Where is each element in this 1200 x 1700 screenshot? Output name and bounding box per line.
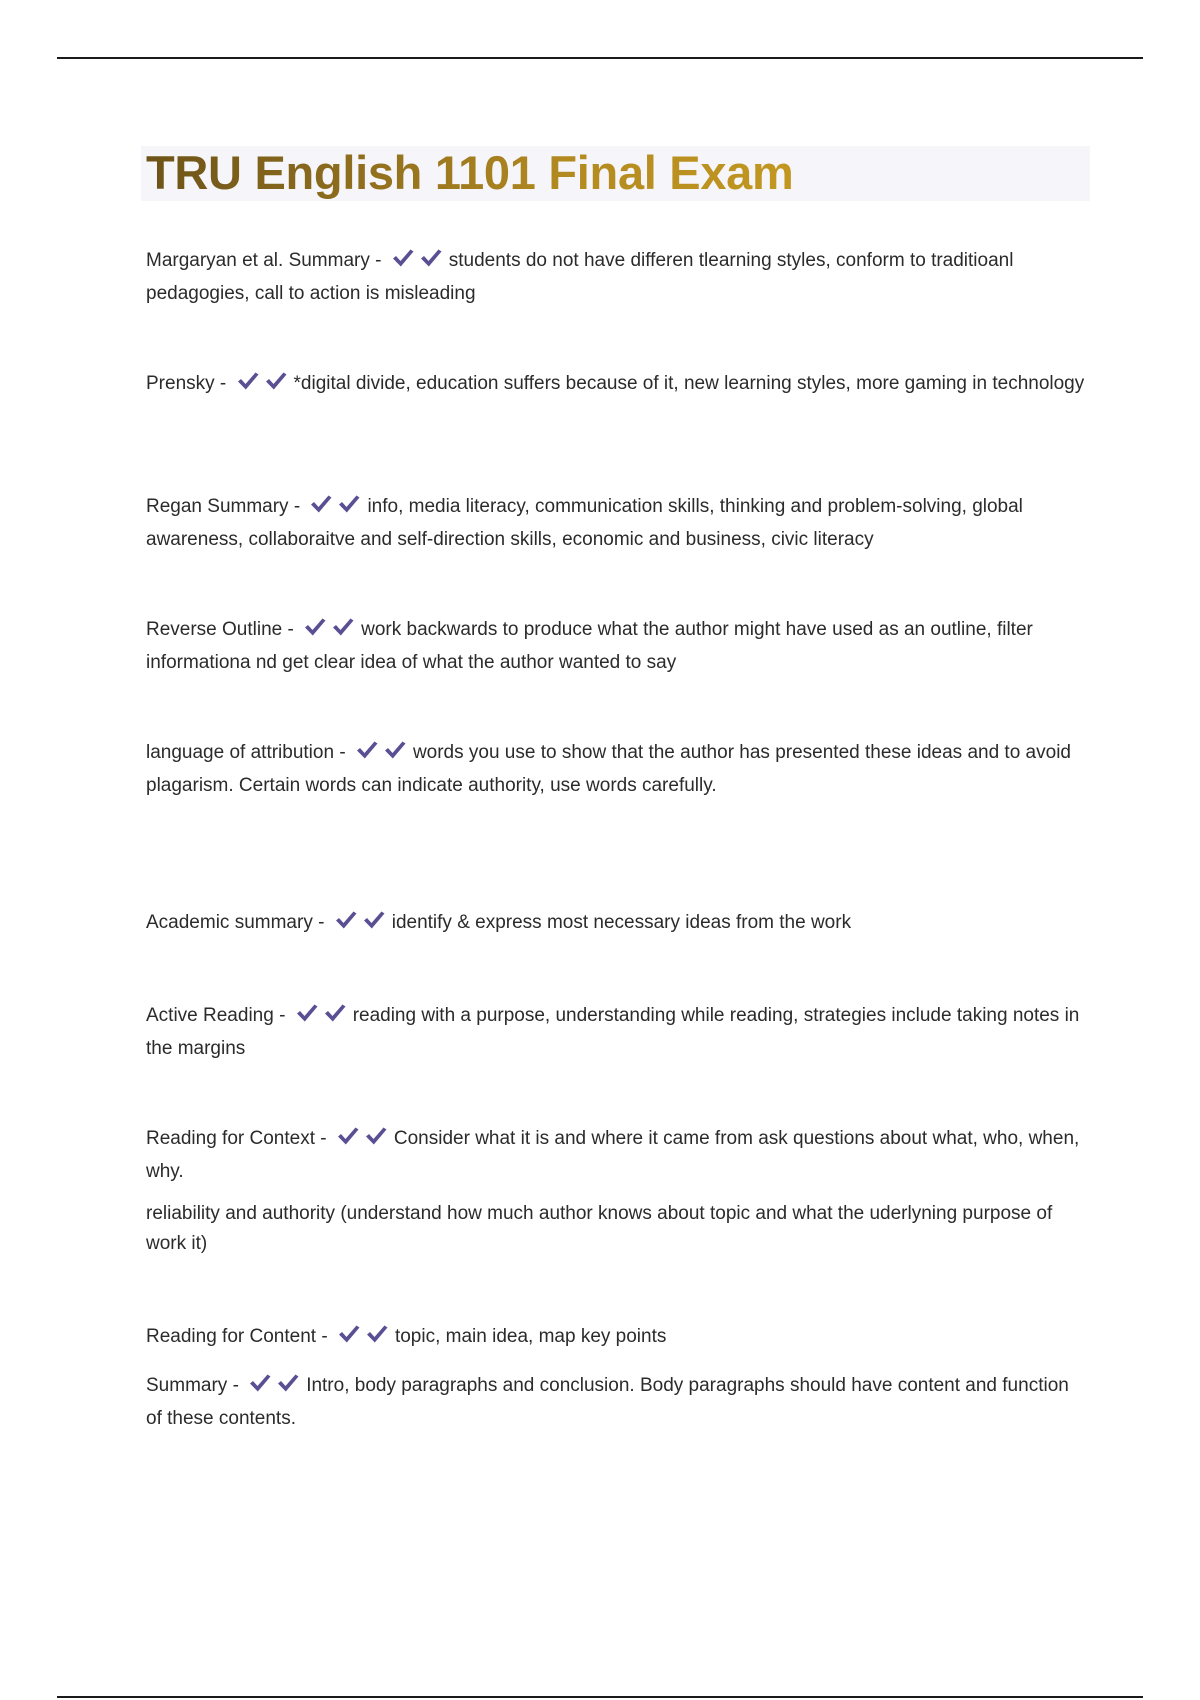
check-icon — [391, 247, 415, 269]
check-icon — [364, 1125, 388, 1147]
entry-reverse-outline — [146, 615, 1086, 678]
entry-reading-for-content — [146, 1322, 1086, 1355]
entry-separator: - — [321, 1326, 328, 1347]
entry-separator: - — [219, 373, 227, 394]
entry-separator: - — [320, 1128, 327, 1149]
entry-separator: - — [375, 250, 382, 271]
check-icon — [331, 616, 355, 638]
check-marks — [391, 247, 447, 279]
entry-term: Active Reading — [146, 1005, 274, 1026]
entry-term: language of attribution — [146, 742, 335, 763]
entry-term: Reading for Context — [146, 1128, 315, 1149]
check-icon — [236, 370, 260, 392]
entry-reading-for-context — [146, 1124, 1086, 1187]
entry-definition: identify & express most necessary ideas from the work — [391, 912, 852, 933]
check-icon — [336, 1125, 360, 1147]
check-marks — [236, 370, 292, 402]
check-icon — [303, 616, 327, 638]
entry-definition: students do not have differen tlearning styles, conform to traditioanl pedagogies, call to action is misleading — [146, 250, 1014, 304]
entry-language-of-attribution — [146, 738, 1086, 801]
check-icon — [323, 1002, 347, 1024]
check-marks — [334, 909, 390, 941]
entry-separator: - — [339, 742, 346, 763]
entry-academic-summary — [146, 908, 1086, 941]
entry-term: Prensky — [146, 373, 215, 394]
check-icon — [295, 1002, 319, 1024]
entry-active-reading — [146, 1001, 1086, 1064]
check-marks — [336, 1125, 392, 1157]
entry-separator: - — [287, 619, 294, 640]
entry-definition: Consider what it is and where it came from ask questions about what, who, when, why. — [146, 1128, 1080, 1182]
check-icon — [264, 370, 288, 392]
entry-regan-summary — [146, 492, 1086, 555]
entry-term: Reading for Content — [146, 1326, 317, 1347]
entry-definition: reading with a purpose, understanding while reading, strategies include taking notes in the margins — [146, 1005, 1080, 1059]
footer-rule — [57, 1696, 1143, 1698]
check-icon — [337, 1323, 361, 1345]
check-icon — [419, 247, 443, 269]
entry-definition: Intro, body paragraphs and conclusion. Body paragraphs should have content and function of these contents. — [146, 1375, 1069, 1429]
entry-prensky — [146, 369, 1086, 402]
check-icon — [248, 1372, 272, 1394]
check-marks — [248, 1372, 304, 1404]
check-icon — [334, 909, 358, 931]
header-rule — [57, 57, 1143, 59]
check-marks — [303, 616, 359, 648]
entry-definition: info, media literacy, communication skills, thinking and problem-solving, global awareness, collaboraitve and self-direction skills, economic and business, civic literacy — [146, 496, 1023, 550]
entry-separator: - — [318, 912, 325, 933]
entry-definition: work backwards to produce what the author might have used as an outline, filter informationa nd get clear idea of what the author wanted to say — [146, 619, 1033, 673]
check-marks — [295, 1002, 351, 1034]
entry-margaryan — [146, 246, 1086, 309]
entry-reading-for-context-continuation: reliability and authority (understand how much author knows about topic and what the uderlyning purpose of work it) — [146, 1203, 1053, 1254]
entry-summary — [146, 1371, 1086, 1434]
entry-term: Academic summary — [146, 912, 313, 933]
entry-term: Reverse Outline — [146, 619, 283, 640]
check-icon — [383, 739, 407, 761]
entry-definition: words you use to show that the author has presented these ideas and to avoid plagarism. Certain words can indicate authority, use words carefully. — [146, 742, 1071, 796]
check-icon — [355, 739, 379, 761]
entry-term: Margaryan et al. Summary — [146, 250, 370, 271]
check-icon — [365, 1323, 389, 1345]
entry-term: Summary — [146, 1375, 228, 1396]
entry-definition: *digital divide, education suffers because of it, new learning styles, more gaming in technology — [293, 373, 1085, 394]
check-icon — [309, 493, 333, 515]
check-marks — [355, 739, 411, 771]
check-icon — [337, 493, 361, 515]
check-marks — [337, 1323, 393, 1355]
document-title: TRU English 1101 Final Exam — [146, 143, 794, 203]
entry-separator: - — [279, 1005, 286, 1026]
entry-definition: topic, main idea, map key points — [394, 1326, 667, 1347]
check-icon — [276, 1372, 300, 1394]
check-marks — [309, 493, 365, 525]
check-icon — [362, 909, 386, 931]
entry-term: Regan Summary — [146, 496, 289, 517]
entry-separator: - — [293, 496, 301, 517]
entry-separator: - — [232, 1375, 239, 1396]
